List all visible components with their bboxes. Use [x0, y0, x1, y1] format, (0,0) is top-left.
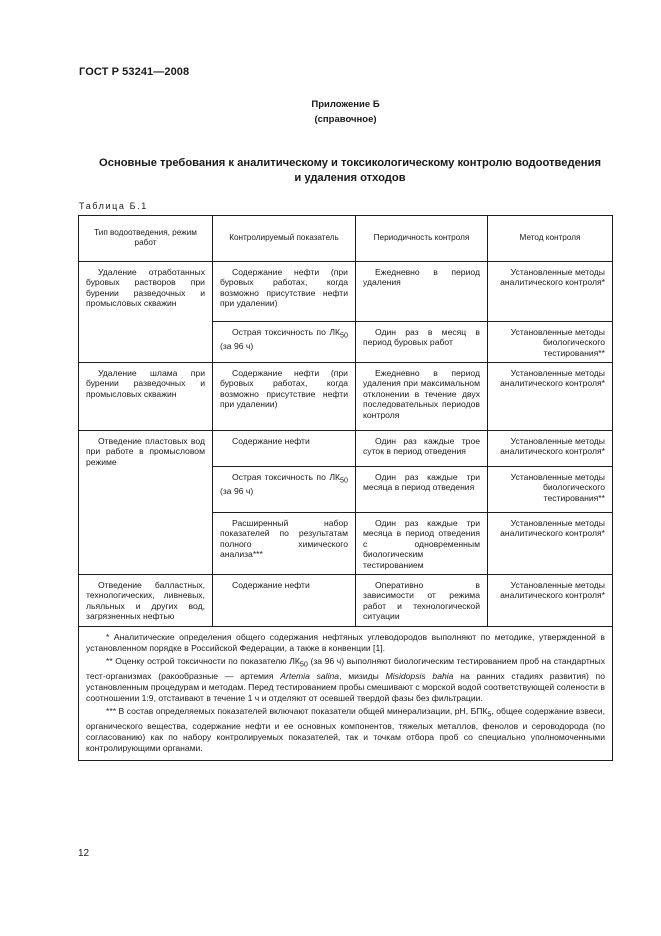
note-3-subscript: 5	[487, 710, 492, 719]
row3-parameter-a: Содержание нефти	[213, 431, 356, 467]
annex-heading	[0, 97, 661, 127]
param-text: Острая токсичность по ЛК	[232, 326, 341, 337]
species-name: Misidopsis bahia	[385, 670, 454, 681]
header-parameter: Контролируемый показатель	[213, 216, 356, 262]
header-method: Метод контроля	[488, 216, 613, 262]
row3-method-c: Установленные методы аналитического контроля*	[488, 513, 613, 575]
section-title-line2: и удаления отходов	[294, 172, 406, 184]
row4-period: Оперативно в зависимости от режима работ и технологической ситуации	[356, 575, 488, 627]
table-notes	[79, 627, 613, 760]
param-subscript: 50	[340, 331, 348, 340]
note-3	[86, 706, 605, 754]
row3-method-b: Установленные методы биологического тестирования**	[488, 467, 613, 513]
section-title-line1: Основные требования к аналитическому и токсикологическому контролю водоотведения	[99, 157, 601, 169]
row1-type: Удаление отработанных буровых растворов при бурении разведочных и промысловых скважин	[79, 261, 213, 362]
species-name: Artemia salina	[280, 670, 340, 681]
param-tail: (за 96 ч)	[220, 340, 254, 351]
note-3-text: *** В состав определяемых показателей включают показатели общей минерализации, рН, БПК	[106, 705, 488, 716]
note-1: * Аналитические определения общего содержания нефтяных углеводородов выполняют по методике, утвержденной в установленном порядке в Российской Федерации, а также в конвенции [1].	[86, 632, 605, 654]
annex-title: Приложение Б	[311, 99, 380, 110]
note-2-text: (за 96 ч) выполняют биологическим тестированием проб на стандартных тест-организмах (ракообразные — артемия	[86, 656, 605, 681]
note-2	[86, 656, 605, 704]
row2-method: Установленные методы аналитического контроля*	[488, 363, 613, 431]
row3-parameter-c: Расширенный набор показателей по результатам полного химического анализа***	[213, 513, 356, 575]
note-2-text: , мизиды	[339, 670, 386, 681]
header-periodicity: Периодичность контроля	[356, 216, 488, 262]
row2-parameter: Содержание нефти (при буровых работах, когда возможно присутствие нефти при удалении)	[213, 363, 356, 431]
row3-method-a: Установленные методы аналитического контроля*	[488, 431, 613, 467]
note-2-text: на ранних стадиях развития) по установленным процедурам и методам. Перед тестированием пробы смешивают с морской водой соответствующей солености в соотношении 1:9, отстаивают в течение 1 ч и отделяют от осевшей твердой фазы без фильтрации.	[86, 670, 605, 703]
document-header: ГОСТ Р 53241—2008	[79, 66, 190, 78]
row4-parameter: Содержание нефти	[213, 575, 356, 627]
section-title	[80, 156, 620, 186]
annex-subtitle: (справочное)	[314, 114, 377, 125]
row3-type: Отведение пластовых вод при работе в промысловом режиме	[79, 431, 213, 575]
param-text: Острая токсичность по ЛК	[232, 472, 341, 483]
row1-method-a: Установленные методы аналитического контроля*	[488, 261, 613, 321]
page-number: 12	[78, 848, 90, 859]
row4-type: Отведение балластных, технологических, ливневых, льяльных и других вод, загрязненных нефтью	[79, 575, 213, 627]
row1-period-b: Один раз в месяц в период буровых работ	[356, 321, 488, 362]
row1-parameter-a: Содержание нефти (при буровых работах, когда возможно присутствие нефти при удалении)	[213, 261, 356, 321]
table-notes-row	[79, 627, 613, 760]
requirements-table	[78, 215, 613, 761]
param-tail: (за 96 ч)	[220, 486, 254, 497]
row1-period-a: Ежедневно в период удаления	[356, 261, 488, 321]
note-2-text: ** Оценку острой токсичности по показателю ЛК	[106, 656, 300, 667]
note-3-text: , общее содержание взвеси, органического вещества, содержание нефти и ее основных компонентов, тяжелых металлов, фенолов и сероводорода (по согласованию) как по набору контролируемых показателей, так и точкам отбора проб со специально уполномоченными контролирующими органами.	[86, 705, 605, 753]
table-row	[79, 261, 613, 321]
table-row	[79, 363, 613, 431]
row2-type: Удаление шлама при бурении разведочных и промысловых скважин	[79, 363, 213, 431]
note-2-subscript: 50	[299, 660, 308, 669]
header-type: Тип водоотведения, режим работ	[79, 216, 213, 262]
row1-parameter-b	[213, 321, 356, 362]
row4-method: Установленные методы аналитического контроля*	[488, 575, 613, 627]
table-row	[79, 575, 613, 627]
param-subscript: 50	[340, 476, 348, 485]
row3-parameter-b	[213, 467, 356, 513]
row3-period-a: Один раз каждые трое суток в период отведения	[356, 431, 488, 467]
table-caption: Таблица Б.1	[79, 201, 148, 211]
row1-method-b: Установленные методы биологического тестирования**	[488, 321, 613, 362]
row3-period-b: Один раз каждые три месяца в период отведения	[356, 467, 488, 513]
table-header-row	[79, 216, 613, 262]
table-row	[79, 431, 613, 467]
row3-period-c: Один раз каждые три месяца в период отведения с одновременным биологическим тестированием	[356, 513, 488, 575]
row2-period: Ежедневно в период удаления при максимальном отклонении в течение двух последовательных периодов контроля	[356, 363, 488, 431]
